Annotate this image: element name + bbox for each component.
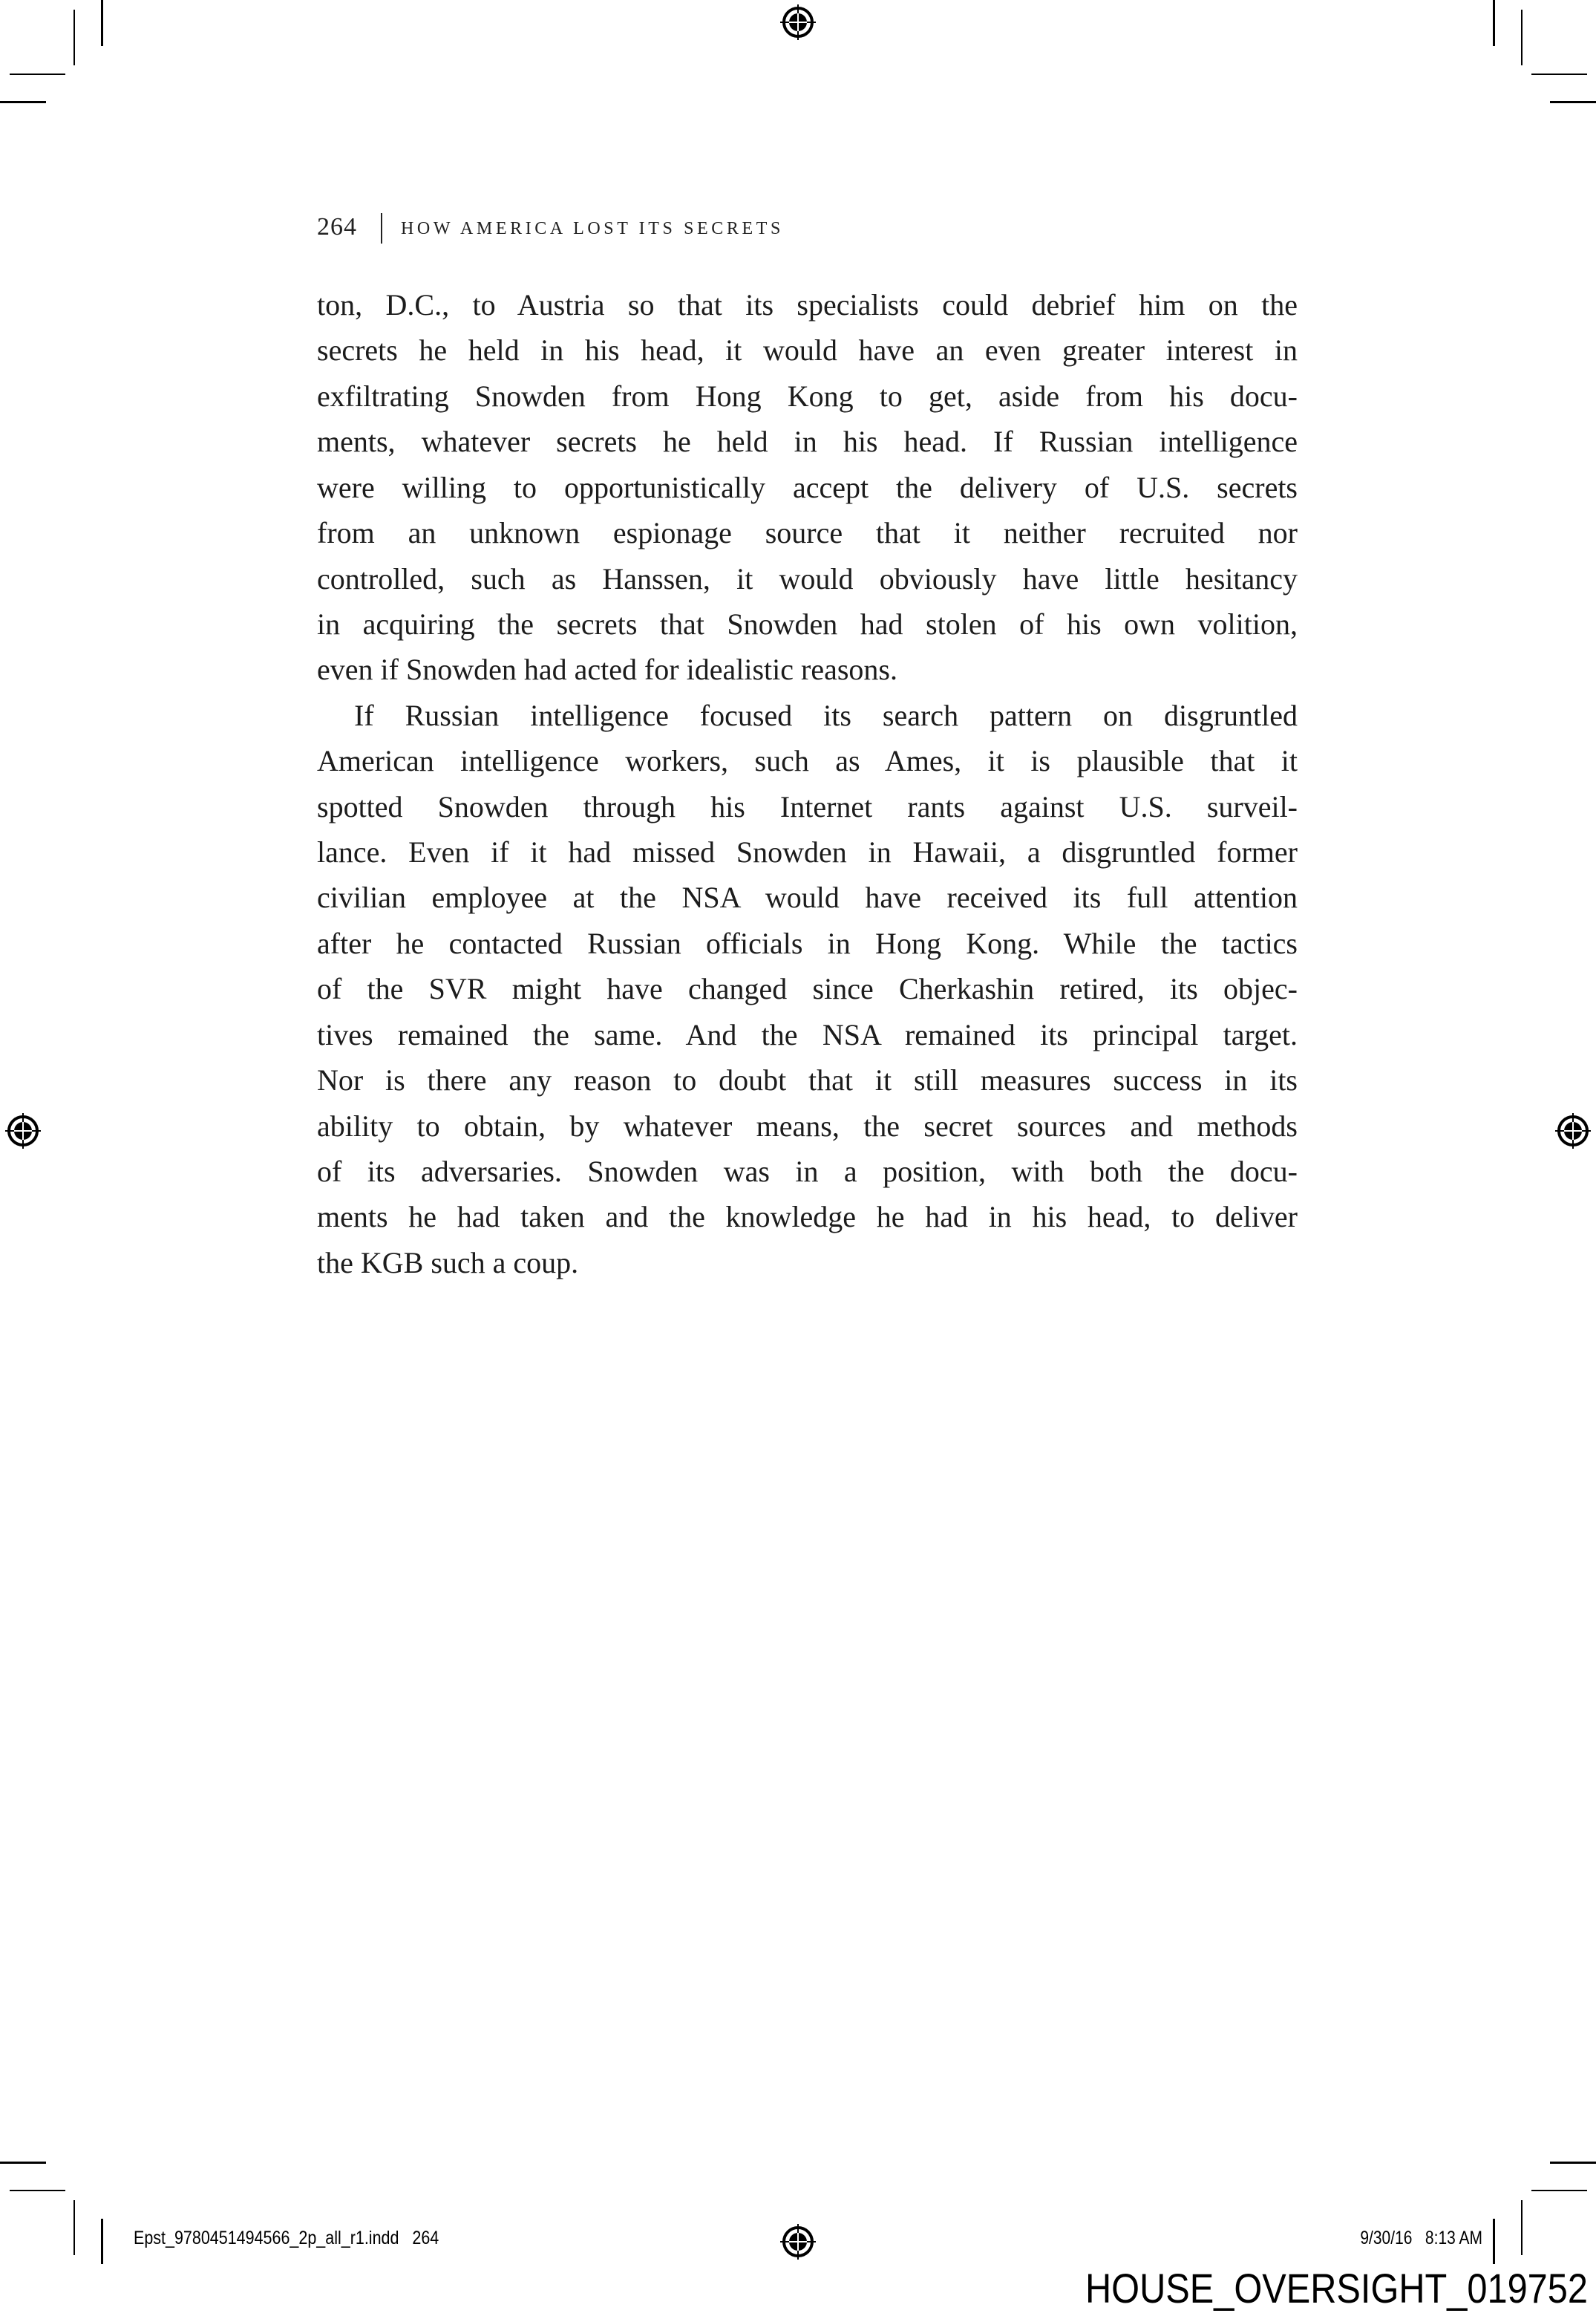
running-head-title: HOW AMERICA LOST ITS SECRETS (401, 219, 784, 238)
text-line: If Russian intelligence focused its search pattern on disgruntled (354, 698, 1298, 732)
crop-mark-bottom-left-horizontal-inner (10, 2190, 65, 2191)
running-head-divider (381, 213, 382, 244)
bates-number (1085, 2265, 1588, 2312)
text-line: in acquiring the secrets that Snowden had stolen of his own volition, (317, 607, 1298, 641)
crop-mark-top-left-horizontal-inner (10, 74, 65, 75)
crop-mark-top-right-vertical-outer (1493, 0, 1495, 46)
text-line: of the SVR might have changed since Cherkashin retired, its objec- (317, 972, 1298, 1006)
body-text (317, 282, 1298, 1285)
text-line: ments, whatever secrets he held in his head. If Russian intelligence (317, 425, 1298, 459)
crop-mark-bottom-right-vertical-outer (1493, 2219, 1495, 2264)
crop-mark-bottom-right-vertical-inner (1521, 2200, 1523, 2255)
text-line: even if Snowden had acted for idealistic reasons. (317, 653, 897, 687)
text-line: ton, D.C., to Austria so that its specialists could debrief him on the (317, 288, 1298, 322)
text-line: ability to obtain, by whatever means, the secret sources and methods (317, 1109, 1298, 1143)
registration-mark-right-icon (1554, 1112, 1592, 1150)
text-line: tives remained the same. And the NSA remained its principal target. (317, 1017, 1298, 1051)
text-line: Nor is there any reason to doubt that it still measures success in its (317, 1063, 1298, 1097)
slug-timestamp-text: 9/30/16 8:13 AM (1360, 2228, 1482, 2248)
bates-number-text: HOUSE_OVERSIGHT_019752 (1085, 2265, 1588, 2312)
slug-file-name: Epst_9780451494566_2p_all_r1.indd 264 (134, 2228, 439, 2248)
text-line: spotted Snowden through his Internet rants against U.S. surveil- (317, 789, 1298, 823)
crop-mark-bottom-right-horizontal-outer (1550, 2162, 1596, 2164)
text-line: lance. Even if it had missed Snowden in Hawaii, a disgruntled former (317, 835, 1298, 870)
text-line: the KGB such a coup. (317, 1245, 579, 1279)
crop-mark-bottom-left-horizontal-outer (0, 2162, 46, 2164)
crop-mark-top-left-vertical-inner (73, 10, 75, 65)
text-line: controlled, such as Hanssen, it would obviously have little hesitancy (317, 561, 1298, 596)
text-line: after he contacted Russian officials in Hong Kong. While the tactics (317, 926, 1298, 960)
text-line: exfiltrating Snowden from Hong Kong to get, aside from his docu- (317, 379, 1298, 413)
text-line: were willing to opportunistically accept the delivery of U.S. secrets (317, 470, 1298, 504)
crop-mark-top-right-horizontal-inner (1531, 74, 1587, 75)
text-line: civilian employee at the NSA would have received its full attention (317, 881, 1298, 915)
crop-mark-top-left-vertical-outer (101, 0, 103, 46)
page-number: 264 (317, 213, 357, 241)
crop-mark-bottom-right-horizontal-inner (1531, 2190, 1587, 2191)
crop-mark-bottom-left-vertical-inner (73, 2200, 75, 2255)
crop-mark-bottom-left-vertical-outer (101, 2219, 103, 2264)
text-line: from an unknown espionage source that it neither recruited nor (317, 516, 1298, 550)
crop-mark-top-right-horizontal-outer (1550, 101, 1596, 103)
text-line: American intelligence workers, such as Ames, it is plausible that it (317, 744, 1298, 778)
registration-mark-top-icon (779, 3, 817, 42)
crop-mark-top-left-horizontal-outer (0, 101, 46, 103)
slug-timestamp (1335, 2227, 1482, 2249)
crop-mark-top-right-vertical-inner (1521, 10, 1523, 65)
registration-mark-left-icon (4, 1112, 42, 1150)
text-line: of its adversaries. Snowden was in a position, with both the docu- (317, 1155, 1298, 1189)
text-line: ments he had taken and the knowledge he had in his head, to deliver (317, 1200, 1298, 1234)
registration-mark-bottom-icon (779, 2222, 817, 2261)
text-line: secrets he held in his head, it would have an even greater interest in (317, 333, 1298, 368)
